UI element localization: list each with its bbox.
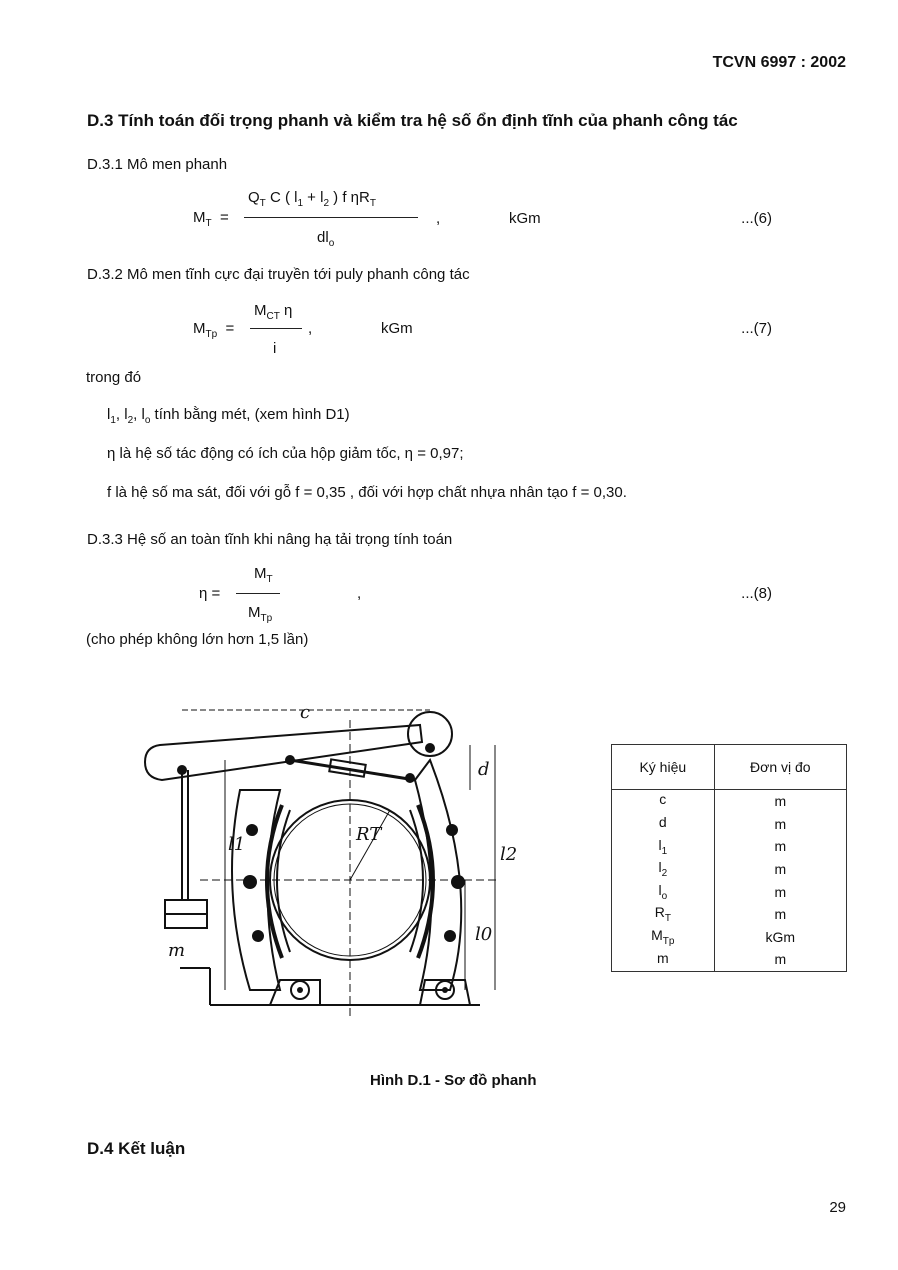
dim-label-m: m [168,940,186,961]
eq7-numerator: $M_{CT}$ η [254,302,293,322]
table-row: $R_T$ m [612,903,847,926]
eq8-comma: , [357,585,362,602]
dim-label-l2: l2 [500,844,518,865]
dim-label-d: d [478,759,490,780]
table-row: d m [612,813,847,836]
where-intro: trong đó [86,369,142,386]
table-row: $l_2$ m [612,858,847,881]
eq6-comma: , [436,210,441,227]
eq6-numerator: $Q_T$ C ( $l_1 + l_2$ ) f $\eta R_T$ [248,189,376,209]
eq8-fraction-bar [236,593,280,594]
page-number: 29 [829,1199,846,1216]
d31-title: D.3.1 Mô men phanh [87,156,228,173]
section-d3-title: D.3 Tính toán đối trọng phanh và kiểm tra hệ số ổn định tĩnh của phanh công tác [87,111,738,130]
eq6-number: ...(6) [741,210,772,227]
table-row: $l_o$ m [612,880,847,903]
eq8-denominator: $M_{Tp}$ [248,604,273,624]
eq8-lhs: η = [199,585,221,602]
dim-label-c: c [300,702,311,723]
where-f-line: f là hệ số ma sát, đối với gỗ f = 0,35 , đối với hợp chất nhựa nhân tạo f = 0,30. [107,484,627,501]
d33-title: D.3.3 Hệ số an toàn tĩnh khi nâng hạ tải trọng tính toán [87,531,453,548]
where-l-line: $l_1$, $l_2$, $l_o$ tính bằng mét, (xem hình D1) [107,406,350,426]
eq7-lhs: $M_{Tp}$ = [193,320,235,340]
dim-label-l1: l1 [228,834,246,855]
eq8-number: ...(8) [741,585,772,602]
table-header-symbol: Ký hiệu [612,745,715,790]
eq7-fraction-bar [250,328,302,329]
section-d4-title: D.4 Kết luận [87,1139,186,1158]
standard-code: TCVN 6997 : 2002 [712,54,846,71]
eq6-unit: kGm [509,210,541,227]
eq8-numerator: $M_T$ [254,565,273,585]
table-row: $l_1$ m [612,835,847,858]
eq6-lhs: $M_T$ = [193,209,229,229]
eq8-note: (cho phép không lớn hơn 1,5 lần) [86,631,309,648]
eq6-denominator: $dl_o$ [317,229,335,249]
eq7-unit: kGm [381,320,413,337]
figure-caption: Hình D.1 - Sơ đồ phanh [370,1072,537,1089]
table-row: $M_{Tp}$ kGm [612,926,847,949]
table-header-unit: Đơn vị đo [714,745,846,790]
eq6-fraction-bar [244,217,418,218]
dim-label-l0: l0 [475,924,493,945]
d32-title: D.3.2 Mô men tĩnh cực đại truyền tới puly phanh công tác [87,266,470,283]
eq7-number: ...(7) [741,320,772,337]
where-eta-line: η là hệ số tác động có ích của hộp giảm tốc, η = 0,97; [107,445,464,462]
eq7-denominator: i [273,340,277,357]
dim-label-rt: RT [356,824,382,845]
table-row: c m [612,790,847,813]
eq7-comma: , [308,320,313,337]
brake-diagram [140,700,535,1050]
symbol-table [611,744,847,972]
table-row: m m [612,948,847,971]
